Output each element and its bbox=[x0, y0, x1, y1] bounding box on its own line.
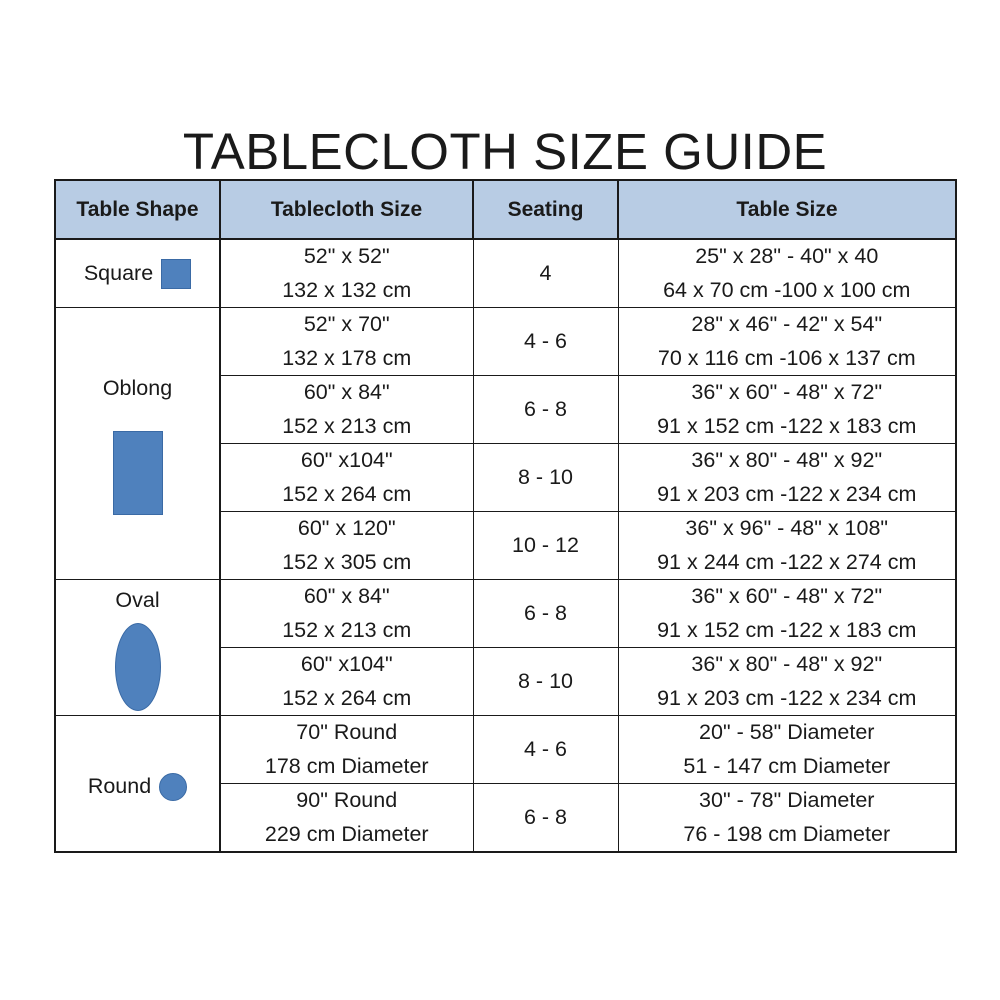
table-size-cm: 64 x 70 cm -100 x 100 cm bbox=[663, 277, 911, 302]
size-cm: 178 cm Diameter bbox=[264, 753, 429, 778]
oval-shape-icon bbox=[115, 623, 161, 711]
shape-label-oval: Oval bbox=[115, 587, 160, 612]
table-size-inches: 28" x 46" - 42" x 54" bbox=[691, 312, 883, 336]
header-seating: Seating bbox=[473, 180, 618, 239]
table-size-cell bbox=[618, 648, 956, 716]
shape-label-round: Round bbox=[87, 773, 152, 798]
table-size-cell bbox=[618, 580, 956, 648]
size-inches: 60" x 120" bbox=[297, 516, 396, 540]
tablecloth-size-cell bbox=[220, 239, 473, 308]
seating-cell: 8 - 10 bbox=[473, 444, 618, 512]
table-size-inches: 36" x 96" - 48" x 108" bbox=[685, 516, 889, 540]
tablecloth-size-cell bbox=[220, 512, 473, 580]
size-cm: 152 x 305 cm bbox=[282, 549, 412, 574]
table-size-cm: 91 x 203 cm -122 x 234 cm bbox=[657, 481, 917, 506]
table-size-cm: 76 - 198 cm Diameter bbox=[683, 821, 891, 846]
seating-cell: 10 - 12 bbox=[473, 512, 618, 580]
table-size-inches: 30" - 78" Diameter bbox=[699, 788, 875, 812]
size-inches: 90" Round bbox=[296, 788, 398, 812]
table-size-inches: 36" x 60" - 48" x 72" bbox=[691, 380, 883, 404]
size-guide-table bbox=[54, 179, 957, 853]
table-size-inches: 20" - 58" Diameter bbox=[699, 720, 875, 744]
tablecloth-size-cell bbox=[220, 580, 473, 648]
size-cm: 152 x 264 cm bbox=[282, 481, 412, 506]
table-size-inches: 36" x 60" - 48" x 72" bbox=[691, 584, 883, 608]
size-cm: 152 x 264 cm bbox=[282, 685, 412, 710]
seating-cell: 4 - 6 bbox=[473, 308, 618, 376]
table-row bbox=[55, 239, 956, 308]
table-size-cell bbox=[618, 308, 956, 376]
table-size-cm: 91 x 152 cm -122 x 183 cm bbox=[657, 413, 917, 438]
table-size-cm: 91 x 244 cm -122 x 274 cm bbox=[657, 549, 917, 574]
header-row bbox=[55, 180, 956, 239]
table-size-cell bbox=[618, 239, 956, 308]
table-size-inches: 36" x 80" - 48" x 92" bbox=[691, 652, 883, 676]
tablecloth-size-cell bbox=[220, 648, 473, 716]
tablecloth-size-cell bbox=[220, 376, 473, 444]
size-inches: 60" x 84" bbox=[303, 380, 390, 404]
table-row bbox=[55, 580, 956, 648]
size-cm: 132 x 178 cm bbox=[282, 345, 412, 370]
table-size-inches: 36" x 80" - 48" x 92" bbox=[691, 448, 883, 472]
size-cm: 152 x 213 cm bbox=[282, 617, 412, 642]
header-tablecloth-size: Tablecloth Size bbox=[220, 180, 473, 239]
tablecloth-size-cell bbox=[220, 716, 473, 784]
shape-label-oblong: Oblong bbox=[102, 375, 173, 400]
size-cm: 132 x 132 cm bbox=[282, 277, 412, 302]
shape-label-square: Square bbox=[83, 260, 154, 285]
table-size-cell bbox=[618, 376, 956, 444]
tablecloth-size-cell bbox=[220, 444, 473, 512]
size-inches: 60" x 84" bbox=[303, 584, 390, 608]
table-size-cell bbox=[618, 784, 956, 853]
table-size-cell bbox=[618, 512, 956, 580]
table-size-cm: 91 x 203 cm -122 x 234 cm bbox=[657, 685, 917, 710]
size-cm: 152 x 213 cm bbox=[282, 413, 412, 438]
table-row bbox=[55, 308, 956, 376]
table-row bbox=[55, 716, 956, 784]
size-inches: 52" x 52" bbox=[303, 244, 390, 268]
seating-cell: 6 - 8 bbox=[473, 784, 618, 853]
seating-cell: 4 - 6 bbox=[473, 716, 618, 784]
size-cm: 229 cm Diameter bbox=[264, 821, 429, 846]
table-size-cm: 51 - 147 cm Diameter bbox=[683, 753, 891, 778]
size-inches: 60" x104" bbox=[300, 652, 393, 676]
seating-cell: 4 bbox=[473, 239, 618, 308]
size-inches: 52" x 70" bbox=[303, 312, 390, 336]
size-inches: 60" x104" bbox=[300, 448, 393, 472]
square-shape-icon bbox=[161, 259, 191, 289]
table-size-cell bbox=[618, 716, 956, 784]
page-title: TABLECLOTH SIZE GUIDE bbox=[182, 123, 828, 180]
shape-cell-oval bbox=[55, 580, 220, 716]
seating-cell: 6 - 8 bbox=[473, 580, 618, 648]
rectangle-shape-icon bbox=[113, 431, 163, 515]
seating-cell: 6 - 8 bbox=[473, 376, 618, 444]
header-table-shape: Table Shape bbox=[55, 180, 220, 239]
seating-cell: 8 - 10 bbox=[473, 648, 618, 716]
table-size-cm: 70 x 116 cm -106 x 137 cm bbox=[657, 345, 916, 370]
shape-cell-round bbox=[55, 716, 220, 853]
tablecloth-size-cell bbox=[220, 308, 473, 376]
table-size-cm: 91 x 152 cm -122 x 183 cm bbox=[657, 617, 917, 642]
size-inches: 70" Round bbox=[296, 720, 398, 744]
table-size-cell bbox=[618, 444, 956, 512]
shape-cell-oblong bbox=[55, 308, 220, 580]
shape-cell-square bbox=[55, 239, 220, 308]
circle-shape-icon bbox=[159, 773, 187, 801]
header-table-size: Table Size bbox=[618, 180, 956, 239]
table-size-inches: 25" x 28" - 40" x 40 bbox=[695, 244, 879, 268]
tablecloth-size-cell bbox=[220, 784, 473, 853]
